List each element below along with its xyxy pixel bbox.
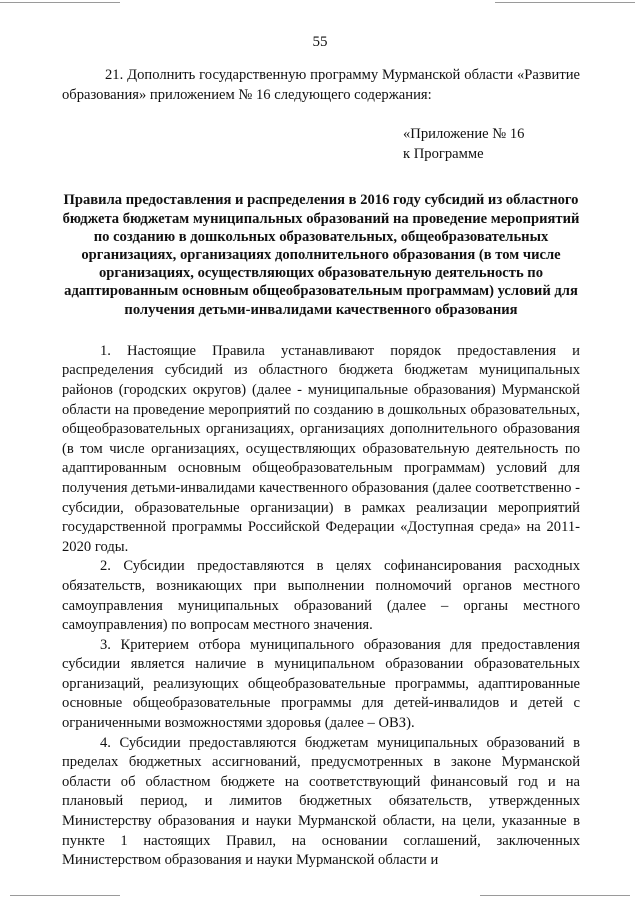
appendix-reference-line2: к Программе — [403, 145, 484, 162]
document-body — [62, 66, 580, 871]
paragraph-1: 1. Настоящие Правила устанавливают порядок предоставления и распределения субсидий из областного бюджета бюджетам муниципальных районов (городских округов) (далее - муниципальные образования) Мурманской области на проведение мероприятий по созданию в дошкольных образовательных, общеобразовательных организациях, организациях дополнительного образования (в том числе организациях, осуществляющих образовательную деятельность по адаптированным основным общеобразовательным программам) условий для получения детьми-инвалидами качественного образования (далее соответственно - субсидии, образовательные организации) в рамках реализации мероприятий государственной программы Российской Федерации «Доступная среда» на 2011-2020 годы. — [62, 342, 580, 555]
bottom-rule-right — [480, 895, 630, 896]
top-rule-left — [0, 2, 120, 3]
appendix-reference — [403, 125, 580, 164]
appendix-reference-line1: «Приложение № 16 — [403, 126, 525, 143]
paragraph-4: 4. Субсидии предоставляются бюджетам муниципальных образований в пределах бюджетных ассигнований, предусмотренных в законе Мурманской области об областном бюджете на соответствующий финансовый год и на плановый период, и лимитов бюджетных обязательств, утвержденных Министерству образования и науки Мурманской области, на цели, указанные в пункте 1 настоящих Правил, на основании соглашений, заключенных Министерством образования и науки Мурманской области и — [62, 734, 580, 869]
page-number: 55 — [312, 34, 328, 50]
rules-title: Правила предоставления и распределения в 2016 году субсидий из областного бюджета бюджетам муниципальных образований на проведение мероприятий по созданию в дошкольных образовательных, общеобразовательных организациях, организациях дополнительного образования (в том числе организациях, осуществляющих образовательную деятельность по адаптированным основным общеобразовательным программам) условий для получения детьми-инвалидами качественного образования — [62, 192, 580, 318]
bottom-rule-left — [10, 895, 120, 896]
top-rule-right — [495, 2, 635, 3]
intro-paragraph: 21. Дополнить государственную программу Мурманской области «Развитие образования» приложением № 16 следующего содержания: — [62, 67, 580, 103]
paragraph-2: 2. Субсидии предоставляются в целях софинансирования расходных обязательств, возникающих при выполнении полномочий органов местного самоуправления муниципальных образований (далее – органы местного самоуправления) по вопросам местного значения. — [62, 558, 580, 634]
paragraph-3: 3. Критерием отбора муниципального образования для предоставления субсидии является наличие в муниципальном образовании образовательных организаций, реализующих общеобразовательные программы, адаптированные основные общеобразовательные программы для детей-инвалидов и детей с ограниченными возможностями здоровья (далее – ОВЗ). — [62, 636, 580, 732]
rules-paragraphs — [62, 342, 580, 871]
